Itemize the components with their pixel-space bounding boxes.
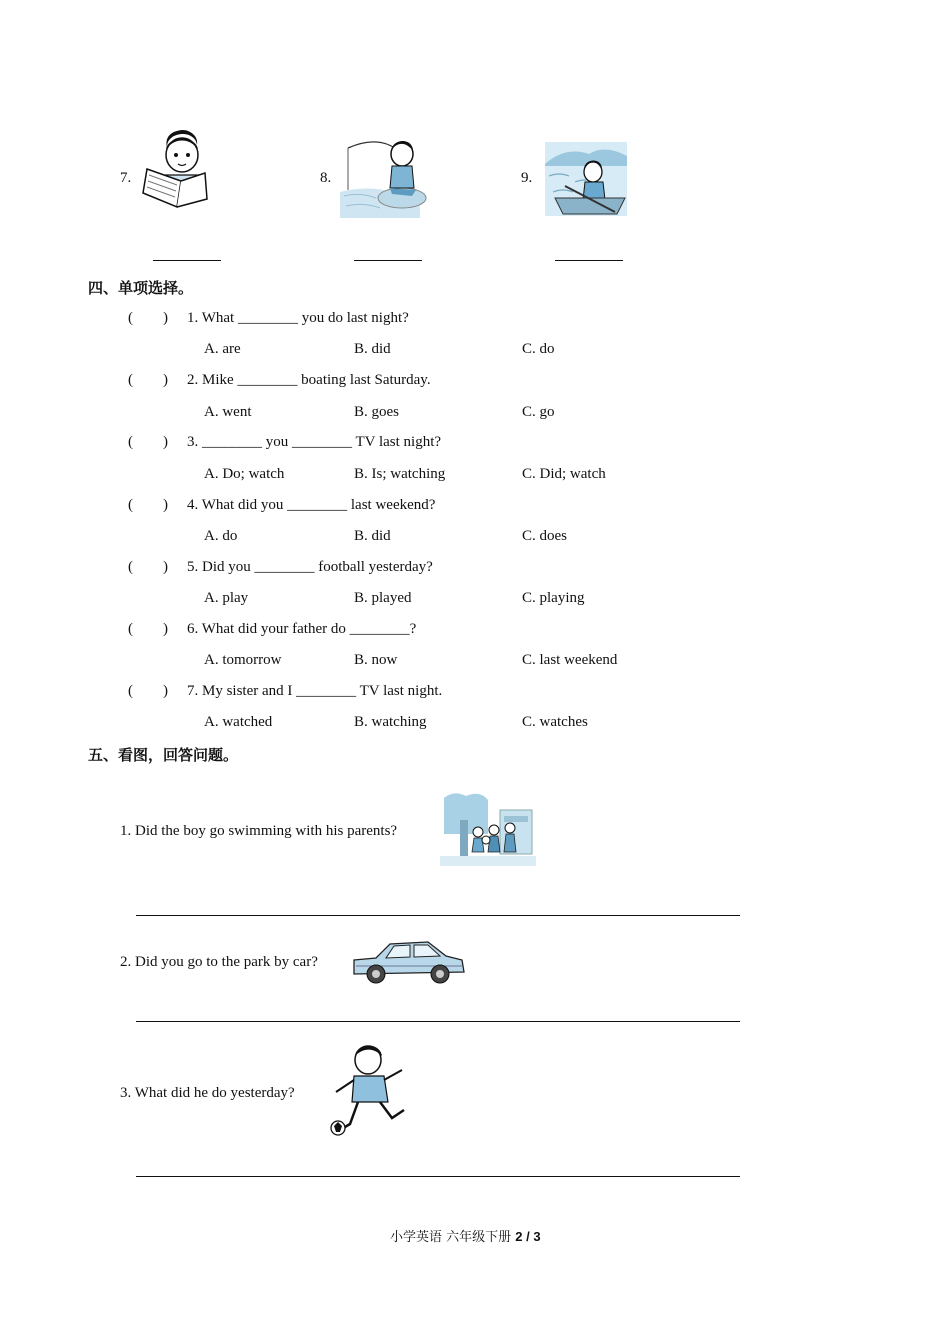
car-icon bbox=[348, 930, 466, 988]
option-a-6: A. tomorrow bbox=[204, 652, 282, 668]
option-b-5: B. played bbox=[354, 590, 412, 606]
picture-number-8: 8. bbox=[320, 170, 332, 186]
option-c-7: C. watches bbox=[522, 714, 588, 730]
answer-blank-8[interactable] bbox=[354, 260, 422, 261]
option-c-5: C. playing bbox=[522, 590, 585, 606]
answer-paren-2[interactable]: ( ) bbox=[128, 372, 168, 388]
option-b-6: B. now bbox=[354, 652, 398, 668]
boy-reading-book-icon bbox=[137, 125, 229, 215]
picture-question-2: 2. Did you go to the park by car? bbox=[120, 954, 318, 970]
answer-line-2[interactable] bbox=[136, 1021, 740, 1022]
answer-paren-3[interactable]: ( ) bbox=[128, 434, 168, 450]
answer-paren-7[interactable]: ( ) bbox=[128, 683, 168, 699]
option-b-3: B. Is; watching bbox=[354, 466, 446, 482]
answer-paren-1[interactable]: ( ) bbox=[128, 310, 168, 326]
answer-line-3[interactable] bbox=[136, 1176, 740, 1177]
picture-number-7: 7. bbox=[120, 170, 132, 186]
option-b-7: B. watching bbox=[354, 714, 427, 730]
option-c-1: C. do bbox=[522, 341, 555, 357]
picture-number-9: 9. bbox=[521, 170, 533, 186]
option-b-4: B. did bbox=[354, 528, 391, 544]
answer-paren-6[interactable]: ( ) bbox=[128, 621, 168, 637]
boy-playing-football-icon bbox=[322, 1040, 414, 1140]
answer-blank-7[interactable] bbox=[153, 260, 221, 261]
footer-subject: 小学英语 六年级下册 bbox=[390, 1230, 512, 1245]
picture-question-3: 3. What did he do yesterday? bbox=[120, 1085, 295, 1101]
option-c-2: C. go bbox=[522, 404, 555, 420]
question-stem-7: 7. My sister and I ________ TV last night. bbox=[187, 683, 443, 699]
question-stem-2: 2. Mike ________ boating last Saturday. bbox=[187, 372, 431, 388]
answer-paren-4[interactable]: ( ) bbox=[128, 497, 168, 513]
question-stem-4: 4. What did you ________ last weekend? bbox=[187, 497, 436, 513]
answer-line-1[interactable] bbox=[136, 915, 740, 916]
option-c-6: C. last weekend bbox=[522, 652, 618, 668]
question-stem-3: 3. ________ you ________ TV last night? bbox=[187, 434, 442, 450]
boy-fishing-icon bbox=[340, 132, 432, 222]
picture-question-1: 1. Did the boy go swimming with his parents? bbox=[120, 823, 398, 839]
answer-paren-5[interactable]: ( ) bbox=[128, 559, 168, 575]
option-b-2: B. goes bbox=[354, 404, 399, 420]
option-a-4: A. do bbox=[204, 528, 238, 544]
section-4-title: 四、单项选择。 bbox=[88, 279, 194, 297]
option-a-2: A. went bbox=[204, 404, 252, 420]
section-5-title: 五、看图，回答问题。 bbox=[88, 746, 239, 764]
option-c-3: C. Did; watch bbox=[522, 466, 606, 482]
question-stem-1: 1. What ________ you do last night? bbox=[187, 310, 409, 326]
page-footer bbox=[390, 1226, 541, 1245]
family-in-park-icon bbox=[440, 790, 536, 866]
boy-rowing-boat-icon bbox=[545, 142, 627, 216]
page-number: 2 / 3 bbox=[515, 1229, 541, 1244]
answer-blank-9[interactable] bbox=[555, 260, 623, 261]
option-a-7: A. watched bbox=[204, 714, 273, 730]
option-b-1: B. did bbox=[354, 341, 391, 357]
option-a-3: A. Do; watch bbox=[204, 466, 285, 482]
option-a-1: A. are bbox=[204, 341, 241, 357]
option-a-5: A. play bbox=[204, 590, 249, 606]
question-stem-6: 6. What did your father do ________? bbox=[187, 621, 417, 637]
question-stem-5: 5. Did you ________ football yesterday? bbox=[187, 559, 433, 575]
option-c-4: C. does bbox=[522, 528, 567, 544]
